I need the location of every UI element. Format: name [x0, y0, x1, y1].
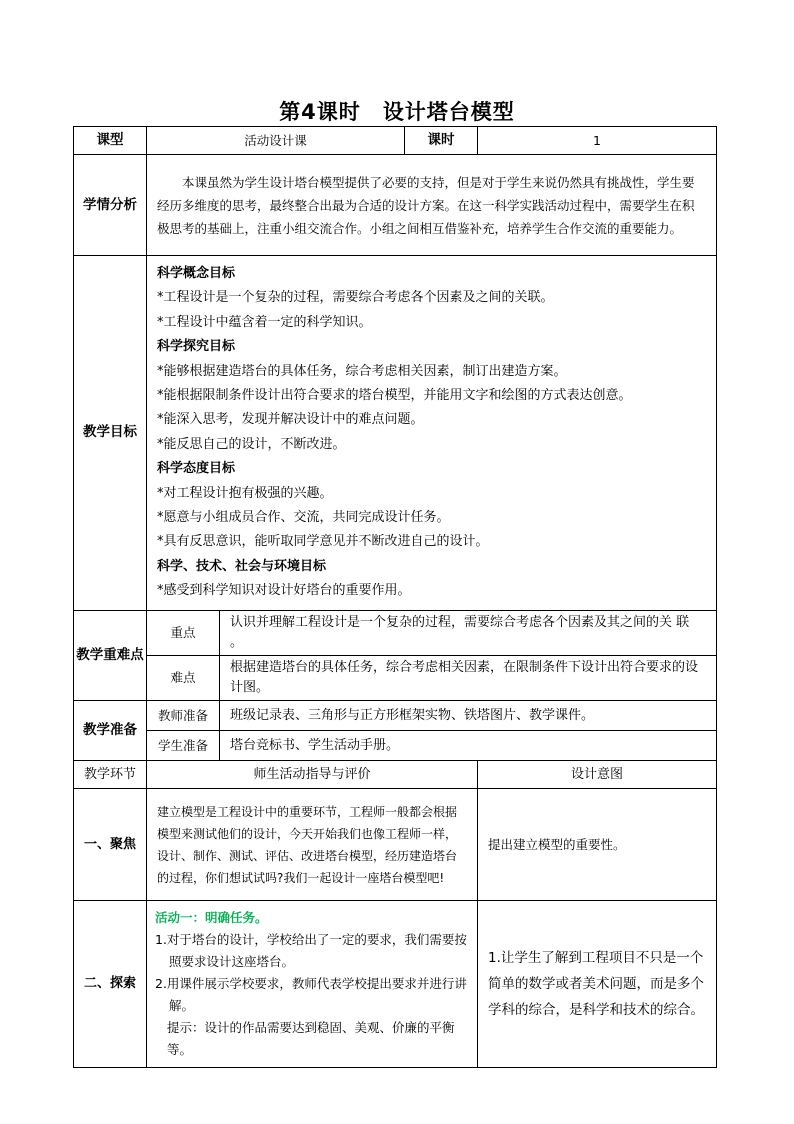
goal-item: *工程设计是一个复杂的过程，需要综合考虑各个因素及之间的关联。 — [157, 290, 554, 306]
goal-heading: 科学探究目标 — [157, 339, 236, 355]
goal-item: *愿意与小组成员合作、交流，共同完成设计任务。 — [157, 510, 450, 526]
goals-content — [147, 256, 717, 611]
key-point-label: 重点 — [147, 610, 220, 655]
process-col-stage: 教学环节 — [74, 761, 147, 789]
difficult-point-text: 根据建造塔台的具体任务，综合考虑相关因素，在限制条件下设计出符合要求的设计图。 — [220, 655, 717, 700]
title-lesson-name: 设计塔台模型 — [382, 100, 515, 124]
activity-item: 2.用课件展示学校要求，教师代表学校提出要求并进行讲解。 — [155, 976, 467, 1014]
goal-item: *具有反思意识，能听取同学意见并不断改进自己的设计。 — [157, 534, 489, 550]
course-type-value: 活动设计课 — [147, 127, 405, 155]
teacher-prep-label: 教师准备 — [147, 701, 220, 731]
student-prep-label: 学生准备 — [147, 731, 220, 761]
key-point-text: 认识并理解工程设计是一个复杂的过程，需要综合考虑各个因素及其之间的关 联 。 — [220, 610, 717, 655]
class-hours-label: 课时 — [405, 127, 478, 155]
process-col-activity: 师生活动指导与评价 — [147, 761, 478, 789]
situation-text: 本课虽然为学生设计塔台模型提供了必要的支持，但是对于学生来说仍然具有挑战性，学生要经历多维度的思考，最终整合出最为合适的设计方案。在这一科学实践活动过程中，需要学生在积极思考的基础上，注重小组交流合作。小组之间相互借鉴补充，培养学生合作交流的重要能力。 — [147, 155, 717, 256]
stage-name: 一、聚焦 — [74, 789, 147, 901]
stage-content-cell — [147, 901, 478, 1068]
stage-intent: 1.让学生了解到工程项目不只是一个简单的数学或者美术问题，而是多个学科的综合，是科学和技术的综合。 — [478, 901, 717, 1068]
difficult-point-row — [74, 655, 717, 700]
page-title — [0, 96, 794, 126]
stage-name: 二、探索 — [74, 901, 147, 1068]
teacher-prep-row — [74, 701, 717, 731]
class-hours-value: 1 — [478, 127, 717, 155]
goal-item: *能反思自己的设计，不断改进。 — [157, 436, 346, 452]
goal-heading: 科学概念目标 — [157, 266, 236, 281]
stage-intent: 提出建立模型的重要性。 — [478, 789, 717, 901]
goal-item: *能深入思考，发现并解决设计中的难点问题。 — [157, 412, 424, 428]
goals-label: 教学目标 — [74, 256, 147, 611]
goal-item: *工程设计中蕴含着一定的科学知识。 — [157, 314, 372, 330]
activity-hint: 提示：设计的作品需要达到稳固、美观、价廉的平衡等。 — [167, 1020, 455, 1058]
goal-item: *感受到科学知识对设计好塔台的重要作用。 — [157, 583, 411, 599]
goal-heading: 科学态度目标 — [157, 461, 236, 477]
goals-row — [74, 256, 717, 611]
stage-content-cell — [147, 789, 478, 901]
course-type-label: 课型 — [74, 127, 147, 155]
teacher-prep-text: 班级记录表、三角形与正方形框架实物、铁塔图片、教学课件。 — [220, 701, 717, 731]
title-lesson-number: 第4课时 — [279, 100, 361, 124]
student-prep-text: 塔台竞标书、学生活动手册。 — [220, 731, 717, 761]
activity-item: 1.对于塔台的设计，学校给出了一定的要求，我们需要按照要求设计这座塔台。 — [155, 932, 467, 970]
situation-label: 学情分析 — [74, 155, 147, 256]
key-points-label: 教学重难点 — [74, 610, 147, 701]
student-prep-row — [74, 731, 717, 761]
lesson-plan-table — [73, 126, 717, 1068]
activity-title: 活动一：明确任务。 — [155, 910, 268, 926]
preparation-label: 教学准备 — [74, 701, 147, 761]
header-row — [74, 127, 717, 155]
difficult-point-label: 难点 — [147, 655, 220, 700]
process-header-row — [74, 761, 717, 789]
goal-item: *能根据限制条件设计出符合要求的塔台模型，并能用文字和绘图的方式表达创意。 — [157, 388, 632, 404]
process-col-intent: 设计意图 — [478, 761, 717, 789]
goal-item: *对工程设计抱有极强的兴趣。 — [157, 485, 333, 501]
stage-row — [74, 789, 717, 901]
situation-row — [74, 155, 717, 256]
goal-heading: 科学、技术、社会与环境目标 — [157, 558, 327, 574]
stage-content: 建立模型是工程设计中的重要环节，工程师一般都会根据模型来测试他们的设计，今天开始我们也像工程师一样，设计、制作、测试、评估、改进塔台模型，经历建造塔台的过程，你们想试试吗?我们一起设计一座塔台模型吧! — [157, 804, 458, 885]
stage-row — [74, 901, 717, 1068]
key-point-row — [74, 610, 717, 655]
goal-item: *能够根据建造塔台的具体任务，综合考虑相关因素，制订出建造方案。 — [157, 363, 567, 379]
